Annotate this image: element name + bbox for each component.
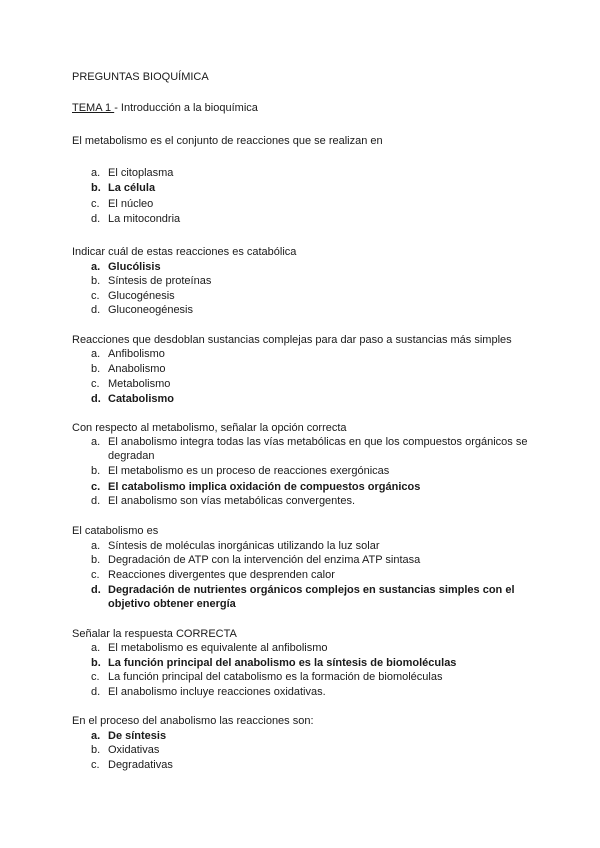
question-2: Indicar cuál de estas reacciones es catabólica bbox=[72, 246, 297, 258]
question-6: Señalar la respuesta CORRECTA bbox=[72, 628, 237, 640]
document-title: PREGUNTAS BIOQUÍMICA bbox=[72, 71, 209, 83]
question-3: Reacciones que desdoblan sustancias complejas para dar paso a sustancias más simples bbox=[72, 334, 512, 346]
question-4: Con respecto al metabolismo, señalar la opción correcta bbox=[72, 422, 347, 434]
topic-label: TEMA 1 bbox=[72, 102, 115, 114]
document-page: PREGUNTAS BIOQUÍMICA TEMA 1 - Introducción a la bioquímica El metabolismo es el conjunto de reacciones que se realizan en a. El citoplasma b. La célula c. El núcleo d. La mitocondria Indicar cuál de estas reacciones es catabólica a. Glucólisis b. Síntesis de proteínas c. Glucogénesis d. Gluconeogénesis Reacciones que desdoblan sustancias complejas para dar paso a sustancias más simples a. Anfibolismo b. Anabolismo c. Metabolismo d. Catabolismo Con respecto al metabolismo, señalar la opción correcta a. El anabolismo integra todas las vías metabólicas en que los compuestos orgánicos se degradan b. El metabolismo es un proceso de reacciones exergónicas c. El catabolismo implica oxidación de compuestos orgánicos d. El anabolismo son vías metabólicas convergentes. El catabolismo es a. Síntesis de moléculas inorgánicas utilizando la luz solar b. Degradación de ATP con la intervención del enzima ATP sintasa c. Reacciones divergentes que desprenden calor d. Degradación de nutrientes orgánicos complejos en sustancias simples con el objetivo obtener energía Señalar la respuesta CORRECTA a. El metabolismo es equivalente al anfibolismo b. La función principal del anabolismo es la síntesis de biomoléculas c. La función principal del catabolismo es la formación de biomoléculas d. El anabolismo incluye reacciones oxidativas. En el proceso del anabolismo las reacciones son: a. De síntesis b. Oxidativas c. Degradativas bbox=[72, 71, 528, 771]
topic-description: - Introducción a la bioquímica bbox=[114, 102, 258, 114]
topic-heading bbox=[72, 101, 258, 115]
question-7: En el proceso del anabolismo las reacciones son: bbox=[72, 715, 314, 727]
question-1: El metabolismo es el conjunto de reacciones que se realizan en bbox=[72, 135, 383, 147]
question-5: El catabolismo es bbox=[72, 525, 159, 537]
